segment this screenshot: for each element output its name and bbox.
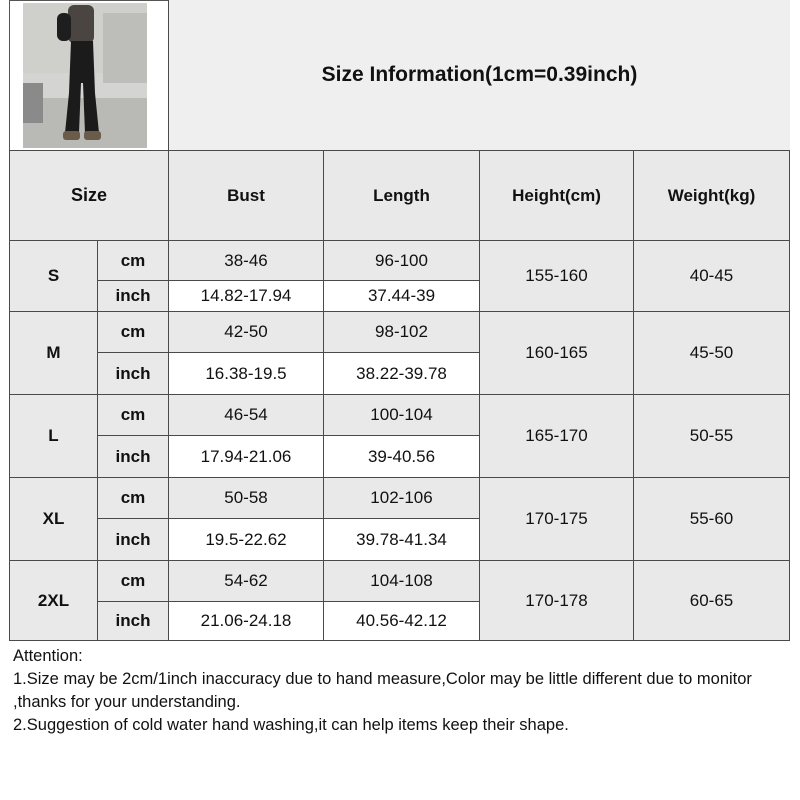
size-label: M: [9, 311, 98, 395]
attention-line-1: 1.Size may be 2cm/1inch inaccuracy due to hand measure,Color may be little different due to monitor ,thanks for your understanding.: [13, 670, 752, 711]
unit-inch-label: inch: [97, 352, 169, 395]
bust-inch: 17.94-21.06: [168, 435, 324, 478]
weight-range: 40-45: [633, 240, 790, 312]
bust-cm: 46-54: [168, 394, 324, 436]
height-range: 160-165: [479, 311, 634, 395]
height-range: 165-170: [479, 394, 634, 478]
size-label: XL: [9, 477, 98, 561]
unit-cm-label: cm: [97, 560, 169, 602]
length-cm: 102-106: [323, 477, 480, 519]
attention-heading: Attention:: [13, 647, 83, 665]
length-cm: 98-102: [323, 311, 480, 353]
unit-cm-label: cm: [97, 240, 169, 281]
bust-inch: 16.38-19.5: [168, 352, 324, 395]
length-inch: 40.56-42.12: [323, 601, 480, 641]
weight-range: 60-65: [633, 560, 790, 641]
length-inch: 37.44-39: [323, 280, 480, 312]
unit-cm-label: cm: [97, 394, 169, 436]
header-bust: Bust: [168, 150, 324, 241]
unit-cm-label: cm: [97, 477, 169, 519]
unit-inch-label: inch: [97, 435, 169, 478]
attention-line-2: 2.Suggestion of cold water hand washing,it can help items keep their shape.: [13, 716, 569, 734]
size-label: S: [9, 240, 98, 312]
bust-cm: 54-62: [168, 560, 324, 602]
height-range: 170-175: [479, 477, 634, 561]
length-inch: 39.78-41.34: [323, 518, 480, 561]
chart-title: Size Information(1cm=0.39inch): [168, 0, 790, 151]
length-cm: 104-108: [323, 560, 480, 602]
weight-range: 45-50: [633, 311, 790, 395]
bust-inch: 19.5-22.62: [168, 518, 324, 561]
header-height: Height(cm): [479, 150, 634, 241]
header-weight: Weight(kg): [633, 150, 790, 241]
weight-range: 50-55: [633, 394, 790, 478]
length-cm: 100-104: [323, 394, 480, 436]
bust-cm: 42-50: [168, 311, 324, 353]
height-range: 170-178: [479, 560, 634, 641]
attention-notes: [9, 640, 790, 797]
size-label: L: [9, 394, 98, 478]
height-range: 155-160: [479, 240, 634, 312]
bust-inch: 21.06-24.18: [168, 601, 324, 641]
header-size: Size: [9, 150, 169, 241]
header-length: Length: [323, 150, 480, 241]
unit-inch-label: inch: [97, 280, 169, 312]
bust-inch: 14.82-17.94: [168, 280, 324, 312]
weight-range: 55-60: [633, 477, 790, 561]
length-inch: 38.22-39.78: [323, 352, 480, 395]
length-inch: 39-40.56: [323, 435, 480, 478]
product-photo: [23, 3, 147, 148]
size-label: 2XL: [9, 560, 98, 641]
unit-cm-label: cm: [97, 311, 169, 353]
bust-cm: 38-46: [168, 240, 324, 281]
bust-cm: 50-58: [168, 477, 324, 519]
length-cm: 96-100: [323, 240, 480, 281]
unit-inch-label: inch: [97, 601, 169, 641]
model-wearing-flare-pants-image: [23, 3, 147, 148]
unit-inch-label: inch: [97, 518, 169, 561]
